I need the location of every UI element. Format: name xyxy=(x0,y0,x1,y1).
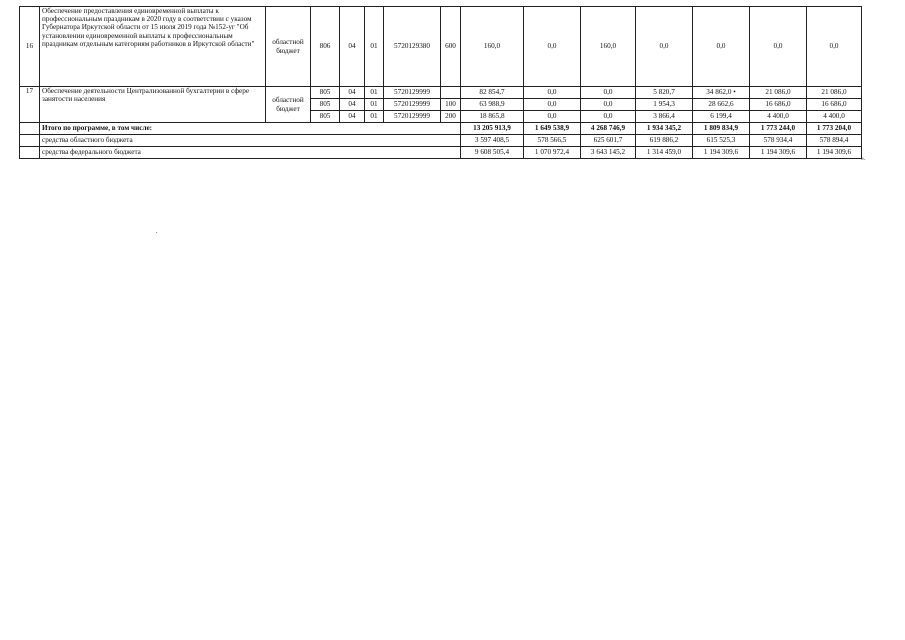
section-code: 04 xyxy=(340,87,365,99)
regional-budget-row xyxy=(20,135,862,147)
row-description: Обеспечение предоставления единовременной выплаты к профессиональным праздникам в 2020 году в соответствии с указом Губернатора Иркутской области от 15 июля 2019 года №152-уг "Об установлении единовременной выплаты к профессиональным праздникам отдельным категориям работников в Иркутской области" xyxy=(40,7,266,87)
value-cell: 4 268 746,9 xyxy=(581,123,636,135)
value-cell: 1 809 834,9 xyxy=(693,123,750,135)
value-cell: 1 954,3 xyxy=(636,99,693,111)
grbs-code: 805 xyxy=(311,99,340,111)
value-cell: 615 525,3 xyxy=(693,135,750,147)
subsection-code: 01 xyxy=(365,111,384,123)
expense-type-code: 600 xyxy=(441,7,461,87)
value-cell xyxy=(693,87,750,99)
value-cell: 1 773 244,0 xyxy=(750,123,807,135)
target-article-code: 5720129999 xyxy=(384,99,441,111)
value-cell: 578 934,4 xyxy=(750,135,807,147)
value-cell: 1 194 309,6 xyxy=(750,147,807,159)
totals-row xyxy=(20,123,862,135)
stray-mark: • xyxy=(733,88,736,97)
value-cell: 0,0 xyxy=(636,7,693,87)
value-cell: 4 400,0 xyxy=(750,111,807,123)
funding-source: областной бюджет xyxy=(266,87,311,123)
target-article-code: 5720129380 xyxy=(384,7,441,87)
value-cell: 5 820,7 xyxy=(636,87,693,99)
expense-type-code: 100 xyxy=(441,99,461,111)
target-article-code: 5720129999 xyxy=(384,87,441,99)
closing-quote-mark: ». xyxy=(861,156,866,162)
budget-table xyxy=(19,6,862,159)
scan-speck xyxy=(156,232,157,233)
value-cell: 0,0 xyxy=(524,111,581,123)
totals-label: Итого по программе, в том числе: xyxy=(40,123,461,135)
row-number: 16 xyxy=(20,7,40,87)
empty-cell xyxy=(20,123,40,135)
value-cell: 0,0 xyxy=(524,7,581,87)
subsection-code: 01 xyxy=(365,7,384,87)
grbs-code: 805 xyxy=(311,111,340,123)
value-cell: 0,0 xyxy=(581,87,636,99)
value-cell: 63 988,9 xyxy=(461,99,524,111)
value-cell: 4 400,0 xyxy=(807,111,862,123)
grbs-code: 806 xyxy=(311,7,340,87)
value-cell: 3 643 145,2 xyxy=(581,147,636,159)
value-cell: 1 194 309,6 xyxy=(807,147,862,159)
value-cell: 18 865,8 xyxy=(461,111,524,123)
empty-cell xyxy=(20,135,40,147)
value-cell: 3 866,4 xyxy=(636,111,693,123)
row-description: Обеспечение деятельности Централизованной бухгалтерии в сфере занятости населения xyxy=(40,87,266,123)
expense-type-code: 200 xyxy=(441,111,461,123)
value-cell: 578 566,5 xyxy=(524,135,581,147)
value-cell: 160,0 xyxy=(461,7,524,87)
value-cell: 578 894,4 xyxy=(807,135,862,147)
expense-type-code xyxy=(441,87,461,99)
subsection-code: 01 xyxy=(365,87,384,99)
value-cell: 0,0 xyxy=(581,111,636,123)
value-cell: 1 934 345,2 xyxy=(636,123,693,135)
value-text: 34 862,0 xyxy=(706,88,732,97)
value-cell: 160,0 xyxy=(581,7,636,87)
value-cell: 1 649 538,9 xyxy=(524,123,581,135)
subsection-code: 01 xyxy=(365,99,384,111)
value-cell: 13 205 913,9 xyxy=(461,123,524,135)
federal-budget-label: средства федерального бюджета xyxy=(40,147,461,159)
target-article-code: 5720129999 xyxy=(384,111,441,123)
section-code: 04 xyxy=(340,99,365,111)
value-cell: 6 199,4 xyxy=(693,111,750,123)
value-cell: 16 686,0 xyxy=(750,99,807,111)
value-cell: 1 070 972,4 xyxy=(524,147,581,159)
section-code: 04 xyxy=(340,111,365,123)
value-cell: 82 854,7 xyxy=(461,87,524,99)
funding-source: областной бюджет xyxy=(266,7,311,87)
value-cell: 16 686,0 xyxy=(807,99,862,111)
value-cell: 21 086,0 xyxy=(750,87,807,99)
table-row xyxy=(20,7,862,87)
budget-table-sheet xyxy=(19,6,862,159)
value-cell: 625 601,7 xyxy=(581,135,636,147)
value-cell: 0,0 xyxy=(807,7,862,87)
value-cell: 0,0 xyxy=(524,99,581,111)
value-cell: 0,0 xyxy=(693,7,750,87)
value-cell: 1 314 459,0 xyxy=(636,147,693,159)
value-cell: 21 086,0 xyxy=(807,87,862,99)
empty-cell xyxy=(20,147,40,159)
regional-budget-label: средства областного бюджета xyxy=(40,135,461,147)
value-cell: 28 662,6 xyxy=(693,99,750,111)
grbs-code: 805 xyxy=(311,87,340,99)
federal-budget-row xyxy=(20,147,862,159)
value-cell: 0,0 xyxy=(750,7,807,87)
value-cell: 0,0 xyxy=(524,87,581,99)
table-row xyxy=(20,87,862,99)
value-cell: 3 597 408,5 xyxy=(461,135,524,147)
value-cell: 0,0 xyxy=(581,99,636,111)
value-cell: 9 608 505,4 xyxy=(461,147,524,159)
value-cell: 1 773 204,0 xyxy=(807,123,862,135)
value-cell: 619 886,2 xyxy=(636,135,693,147)
row-number: 17 xyxy=(20,87,40,123)
section-code: 04 xyxy=(340,7,365,87)
value-cell: 1 194 309,6 xyxy=(693,147,750,159)
